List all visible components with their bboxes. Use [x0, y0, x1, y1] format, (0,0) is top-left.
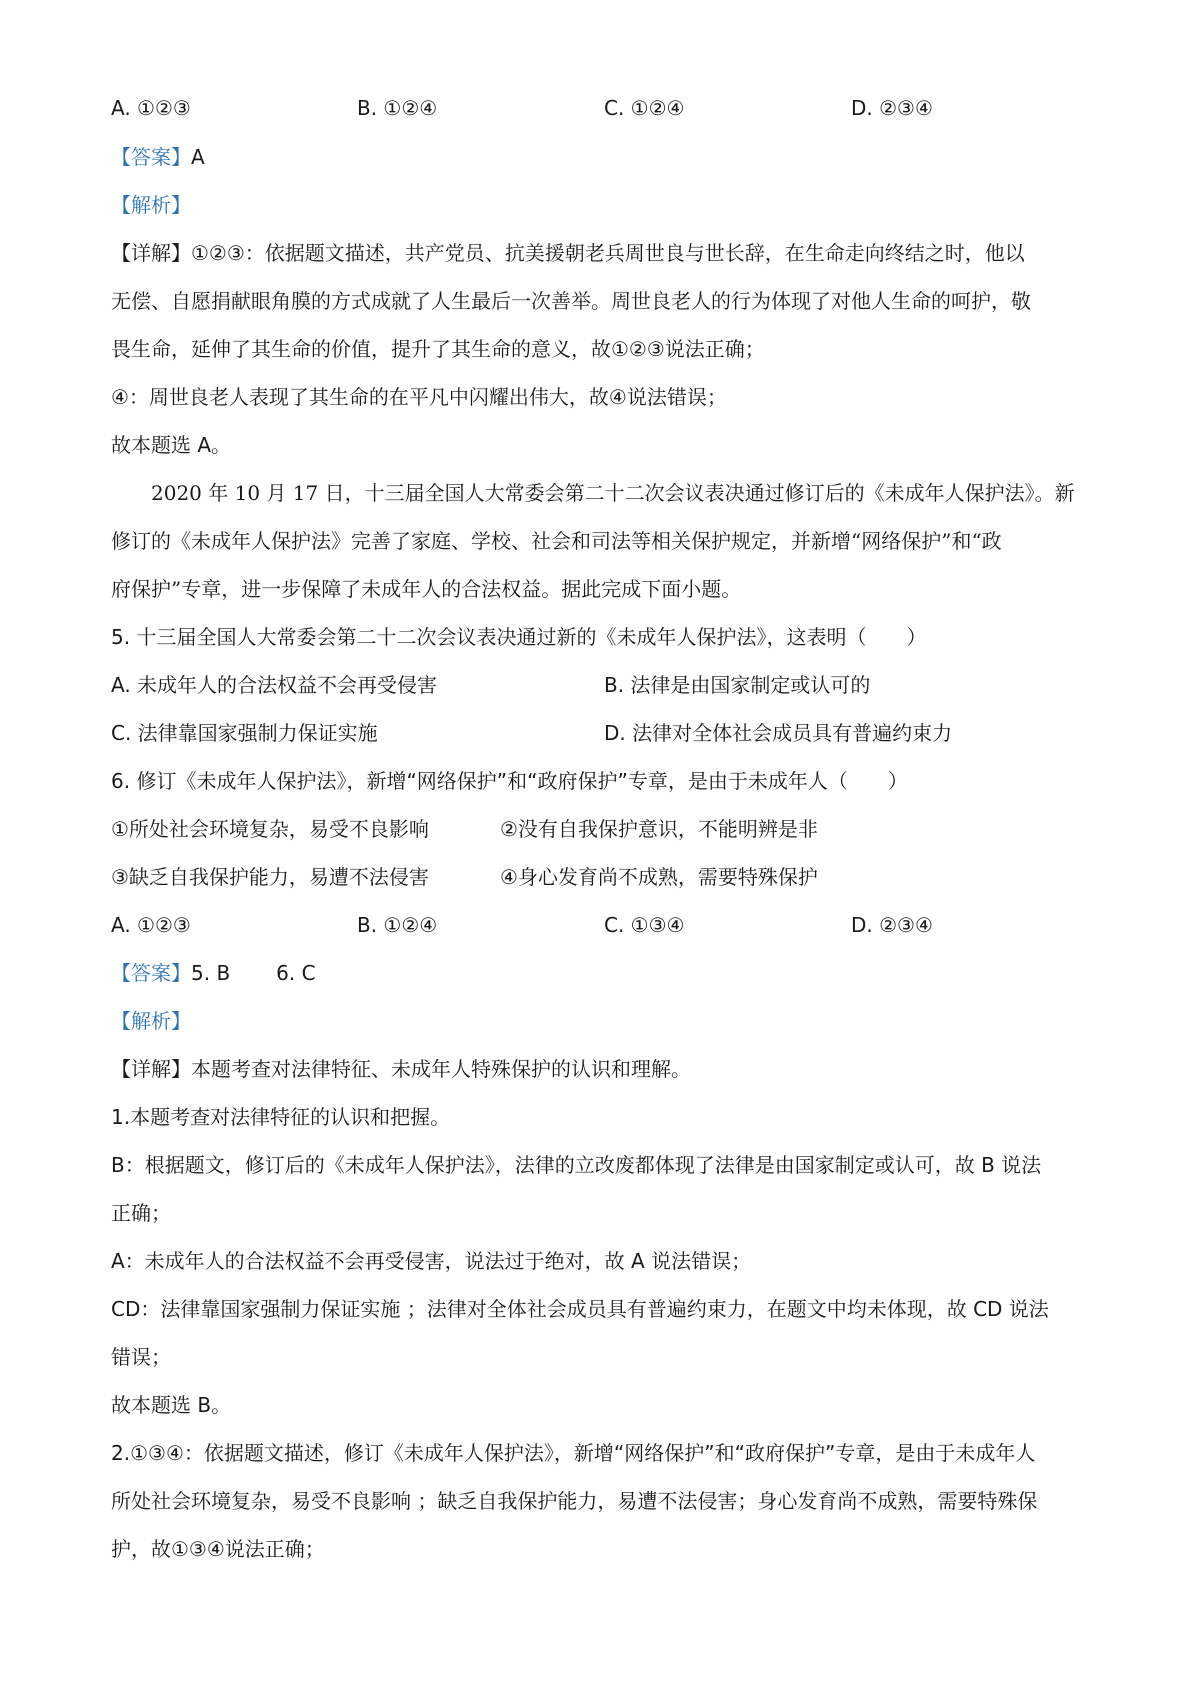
q56-answer	[111, 958, 1100, 988]
q4-detail-line-3: 畏生命，延伸了其生命的价值，提升了其生命的意义，故①②③说法正确；	[111, 337, 765, 361]
answer-tag: 【答案】	[111, 961, 191, 985]
q4-detail-line-5: 故本题选 A。	[111, 433, 232, 457]
q6-option-d: D. ②③④	[851, 913, 933, 937]
q5-option-a: A. 未成年人的合法权益不会再受侵害	[111, 673, 438, 697]
q56-detail-line-5: CD：法律靠国家强制力保证实施 ；法律对全体社会成员具有普遍约束力，在题文中均未体现，故 CD 说法	[111, 1297, 1049, 1321]
material-line-3: 府保护”专章，进一步保障了未成年人的合法权益。据此完成下面小题。	[111, 577, 742, 601]
q56-detail-line-3: 正确；	[111, 1201, 171, 1225]
q6-item-4: ④身心发育尚不成熟，需要特殊保护	[500, 865, 818, 889]
q56-detail-line-9: 所处社会环境复杂，易受不良影响 ；缺乏自我保护能力，易遭不法侵害；身心发育尚不成熟，需要特殊保	[111, 1489, 1038, 1513]
q4-answer	[111, 142, 1100, 172]
q56-detail-line-6: 错误；	[111, 1345, 171, 1369]
answer-q5: 5. B	[191, 961, 231, 985]
q56-detail-line-7: 故本题选 B。	[111, 1393, 232, 1417]
q4-option-b: B. ①②④	[357, 96, 438, 120]
q4-detail-line-4: ④：周世良老人表现了其生命的在平凡中闪耀出伟大，故④说法错误；	[111, 385, 727, 409]
material-line-1: 2020 年 10 月 17 日，十三届全国人大常委会第二十二次会议表决通过修订后的《未成年人保护法》。新	[151, 481, 1075, 505]
q6-option-b: B. ①②④	[357, 913, 438, 937]
q56-analysis-tag: 【解析】	[111, 1009, 191, 1033]
q6-item-3: ③缺乏自我保护能力，易遭不法侵害	[111, 865, 429, 889]
material-line-2: 修订的《未成年人保护法》完善了家庭、学校、社会和司法等相关保护规定，并新增“网络保护”和“政	[111, 529, 1002, 553]
q5-option-c: C. 法律靠国家强制力保证实施	[111, 721, 378, 745]
q4-detail-line-2: 无偿、自愿捐献眼角膜的方式成就了人生最后一次善举。周世良老人的行为体现了对他人生命的呵护，敬	[111, 289, 1031, 313]
q4-option-d: D. ②③④	[851, 96, 933, 120]
q56-detail-line-10: 护，故①③④说法正确；	[111, 1537, 325, 1561]
q56-detail-line-4: A：未成年人的合法权益不会再受侵害，说法过于绝对，故 A 说法错误；	[111, 1249, 752, 1273]
q4-analysis-tag: 【解析】	[111, 193, 191, 217]
answer-q6: 6. C	[276, 961, 316, 985]
q4-detail-line-1	[111, 238, 1100, 268]
q5-option-b: B. 法律是由国家制定或认可的	[604, 673, 871, 697]
detail-text: 本题考查对法律特征、未成年人特殊保护的认识和理解。	[191, 1057, 691, 1081]
detail-tag: 【详解】	[111, 241, 191, 265]
q6-item-2: ②没有自我保护意识，不能明辨是非	[500, 817, 818, 841]
q56-detail-line-2: B：根据题文，修订后的《未成年人保护法》，法律的立改废都体现了法律是由国家制定或认可，故 B 说法	[111, 1153, 1042, 1177]
q5-option-d: D. 法律对全体社会成员具有普遍约束力	[604, 721, 953, 745]
q6-stem: 6. 修订《未成年人保护法》，新增“网络保护”和“政府保护”专章，是由于未成年人（ ）	[111, 769, 908, 793]
q6-option-a: A. ①②③	[111, 913, 191, 937]
q4-option-c: C. ①②④	[604, 96, 685, 120]
detail-tag: 【详解】	[111, 1057, 191, 1081]
q56-detail-line-1: 1.本题考查对法律特征的认识和把握。	[111, 1105, 451, 1129]
detail-text: ①②③：依据题文描述，共产党员、抗美援朝老兵周世良与世长辞，在生命走向终结之时，他以	[191, 241, 1025, 265]
q5-stem: 5. 十三届全国人大常委会第二十二次会议表决通过新的《未成年人保护法》，这表明（ ）	[111, 625, 927, 649]
q56-detail-line-8: 2.①③④：依据题文描述，修订《未成年人保护法》，新增“网络保护”和“政府保护”专章，是由于未成年人	[111, 1441, 1036, 1465]
q4-option-a: A. ①②③	[111, 96, 191, 120]
q6-item-1: ①所处社会环境复杂，易受不良影响	[111, 817, 429, 841]
q6-option-c: C. ①③④	[604, 913, 685, 937]
q56-detail-line-0	[111, 1054, 1100, 1084]
answer-value: A	[191, 145, 205, 169]
answer-tag: 【答案】	[111, 145, 191, 169]
